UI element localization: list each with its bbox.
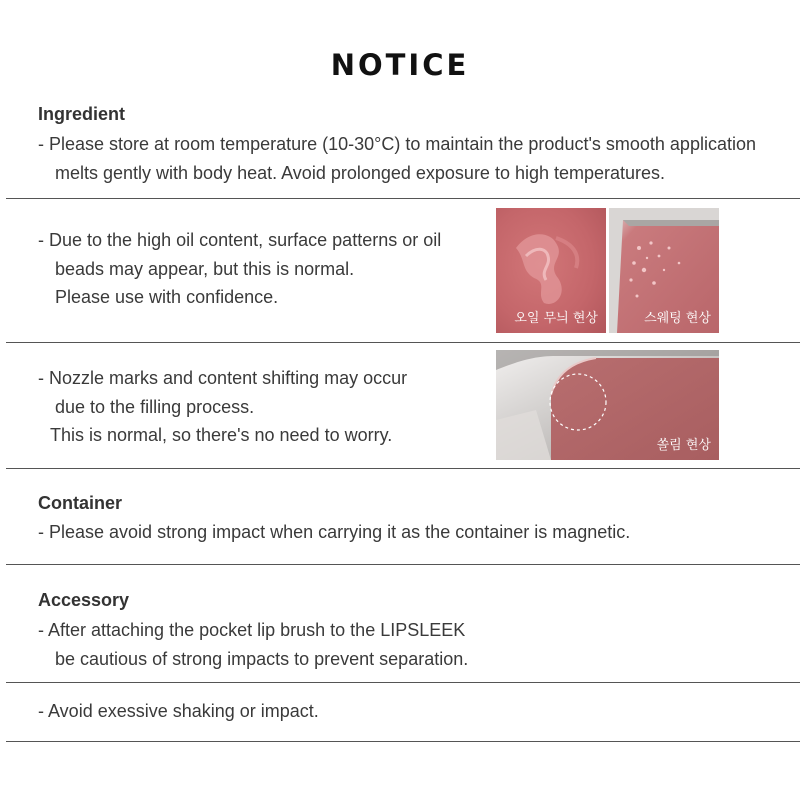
shifting-caption: 쏠림 현상: [656, 438, 711, 453]
divider: [6, 468, 800, 469]
oil-line-2: beads may appear, but this is normal.: [55, 259, 355, 279]
page-title: NOTICE: [330, 48, 470, 82]
container-heading: Container: [38, 493, 123, 513]
divider: [6, 564, 800, 565]
accessory-line-1: - After attaching the pocket lip brush to the LIPSLEEK: [38, 620, 466, 640]
ingredient-heading: Ingredient: [38, 104, 126, 124]
shifting-photo: [496, 350, 719, 460]
nozzle-line-3: This is normal, so there's no need to worry.: [50, 425, 393, 445]
ingredient-line-2: melts gently with body heat. Avoid prolonged exposure to high temperatures.: [55, 163, 666, 183]
divider: [6, 741, 800, 742]
accessory-heading: Accessory: [38, 590, 130, 610]
nozzle-line-2: due to the filling process.: [55, 397, 255, 417]
oil-pattern-photo: [496, 208, 606, 333]
nozzle-line-1: - Nozzle marks and content shifting may occur: [38, 368, 408, 388]
divider: [6, 342, 800, 343]
oil-line-1: - Due to the high oil content, surface patterns or oil: [38, 230, 442, 250]
accessory-line-2: be cautious of strong impacts to prevent separation.: [55, 649, 469, 669]
oil-pattern-caption: 오일 무늬 현상: [514, 311, 598, 326]
shaking-line-1: - Avoid exessive shaking or impact.: [38, 701, 319, 721]
sweating-caption: 스웨팅 현상: [644, 311, 711, 326]
oil-line-3: Please use with confidence.: [55, 287, 279, 307]
sweating-photo: [609, 208, 719, 333]
container-line-1: - Please avoid strong impact when carrying it as the container is magnetic.: [38, 522, 631, 542]
ingredient-line-1: - Please store at room temperature (10-30°C) to maintain the product's smooth application: [38, 134, 756, 154]
divider: [6, 198, 800, 199]
divider: [6, 682, 800, 683]
